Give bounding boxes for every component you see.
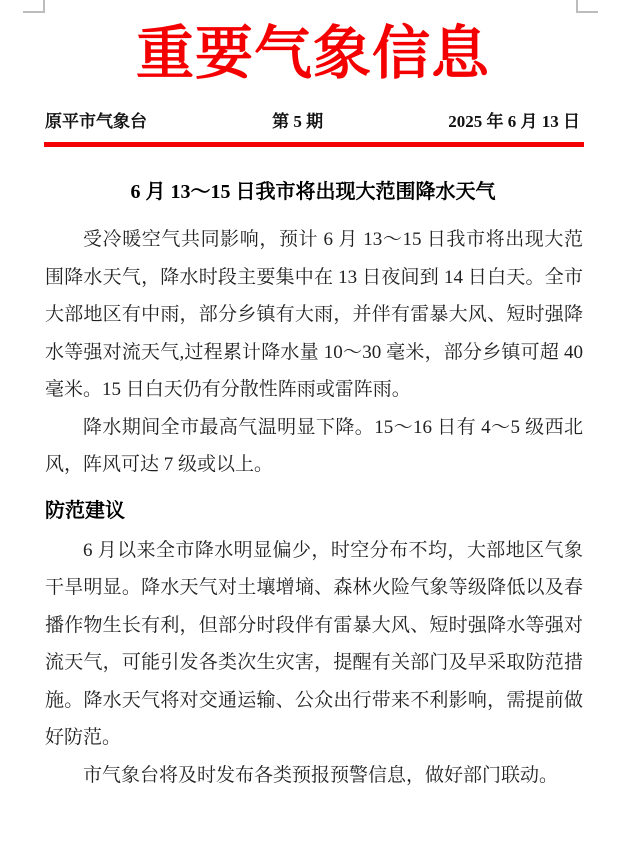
paragraph-temperature-wind: 降水期间全市最高气温明显下降。15～16 日有 4～5 级西北风，阵风可达 7 级或以上。 [45,416,583,475]
advice-section-heading: 防范建议 [45,499,125,522]
paragraph-rain-forecast: 受冷暖空气共同影响，预计 6 月 13～15 日我市将出现大范围降水天气，降水时段主要集中在 13 日夜间到 14 日白天。全市大部地区有中雨，部分乡镇有大雨，并伴有雷暴大风、短时强降水等强对流天气,过程累计降水量 10～30 毫米，部分乡镇可超 40 毫米。15 日白天仍有分散性阵雨或雷阵雨。 [45,229,583,400]
paragraph-advice-coordination: 市气象台将及时发布各类预报预警信息，做好部门联动。 [83,764,559,786]
article-headline: 6 月 13～15 日我市将出现大范围降水天气 [130,181,496,203]
issue-number: 第 5 期 [272,112,324,131]
paragraph-advice-impacts: 6 月以来全市降水明显偏少，时空分布不均，大部地区气象干旱明显。降水天气对土壤增墒、森林火险气象等级降低以及春播作物生长有利，但部分时段伴有雷暴大风、短时强降水等强对流天气，可能引发各类次生灾害，提醒有关部门及早采取防范措施。降水天气将对交通运输、公众出行带来不利影响，需提前做好防范。 [45,539,583,748]
issuer-name: 原平市气象台 [45,112,147,131]
page-corner-mark-left [23,0,45,13]
masthead-title: 重要气象信息 [135,21,490,86]
page-corner-mark-right [576,0,598,13]
masthead-divider-rule [44,142,584,147]
issue-date: 2025 年 6 月 13 日 [448,112,580,131]
issue-info-row [45,112,580,132]
